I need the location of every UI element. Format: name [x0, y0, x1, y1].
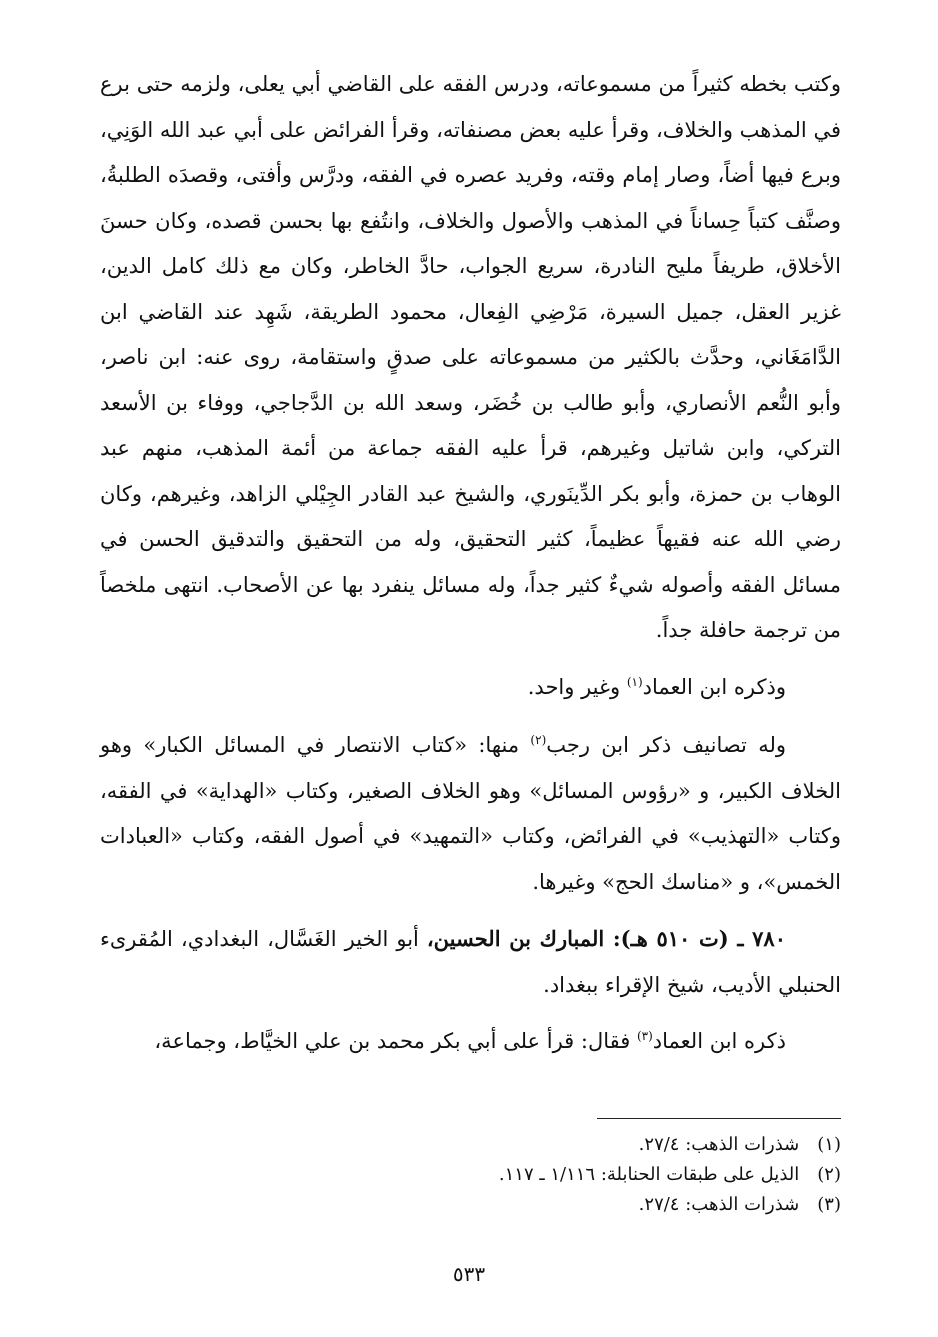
- paragraph-text: منها: «كتاب الانتصار في المسائل الكبار» وهو الخلاف الكبير، و «رؤوس المسائل» وهو الخلاف الصغير، وكتاب «الهداية» في الفقه، وكتاب «التهذيب» في الفرائض، وكتاب «التمهيد» في أصول الفقه، وكتاب «العبادات الخمس»، و «مناسك الحج» وغيرها.: [100, 733, 841, 894]
- footnote-2: [100, 1160, 841, 1190]
- paragraph-text: ذكره ابن العماد: [652, 1029, 786, 1053]
- main-text: [100, 62, 841, 1065]
- paragraph-text: أبو الخير الغَسَّال، البغدادي، المُقرىء الحنبلي الأديب، شيخ الإقراء ببغداد.: [100, 927, 841, 997]
- paragraph-text: وغير واحد.: [527, 674, 627, 699]
- footnote-number: (٢): [817, 1164, 841, 1185]
- entry-780-source-paragraph: [100, 1019, 841, 1065]
- footnote-3: [100, 1190, 841, 1220]
- footnote-divider: [597, 1118, 841, 1119]
- footnote-text: الذيل على طبقات الحنابلة: ١/١١٦ ـ ١١٧.: [498, 1164, 800, 1185]
- entry-heading: ٧٨٠ ـ (ت ٥١٠ هـ): المبارك بن الحسين،: [426, 926, 786, 951]
- footnotes: [100, 1130, 841, 1220]
- paragraph-text: وله تصانيف ذكر ابن رجب: [546, 733, 787, 757]
- works-paragraph: [100, 723, 841, 905]
- page-number: ٥٣٣: [452, 1262, 486, 1286]
- footnote-number: (٣): [817, 1194, 841, 1215]
- paragraph-text: وذكره ابن العماد: [642, 674, 786, 699]
- footnote-ref-3: (٣): [636, 1029, 653, 1043]
- biography-paragraph: وكتب بخطه كثيراً من مسموعاته، ودرس الفقه على القاضي أبي يعلى، ولزمه حتى برع في المذهب والخلاف، وقرأ عليه بعض مصنفاته، وقرأ الفرائض على أبي عبد الله الوَنِي، وبرع فيها أضاً، وصار إمام وقته، وفريد عصره في الفقه، ودرَّس وأفتى، وقصدَه الطلبةُ، وصنَّف كتباً حِساناً في المذهب والأصول والخلاف، وانتُفع بها بحسن قصده، وكان حسنَ الأخلاق، طريفاً مليح النادرة، سريع الجواب، حادَّ الخاطر، وكان مع ذلك كامل الدين، غزير العقل، جميل السيرة، مَرْضِي الفِعال، محمود الطريقة، شَهِد عند القاضي ابن الدَّامَغَاني، وحدَّث بالكثير من مسموعاته على صدقٍ واستقامة، روى عنه: ابن ناصر، وأبو النُّعم الأنصاري، وأبو طالب بن خُضَر، وسعد الله بن الدَّجاجي، ووفاء بن الأسعد التركي، وابن شاتيل وغيرهم، قرأ عليه الفقه جماعة من أئمة المذهب، منهم عبد الوهاب بن حمزة، وأبو بكر الدِّينَوري، والشيخ عبد القادر الجِيْلي الزاهد، وغيرهم، وكان رضي الله عنه فقيهاً عظيماً، كثير التحقيق، وله من التحقيق والتدقيق الحسن في مسائل الفقه وأصوله شيءٌ كثير جداً، وله مسائل ينفرد بها عن الأصحاب. انتهى ملخصاً من ترجمة حافلة جداً.: [100, 72, 841, 642]
- footnote-text: شذرات الذهب: ٢٧/٤.: [638, 1134, 800, 1155]
- entry-780-paragraph: [100, 916, 841, 1008]
- footnote-ref-1: (١): [626, 674, 643, 689]
- footnote-1: [100, 1130, 841, 1160]
- footnote-ref-2: (٢): [530, 733, 547, 747]
- footnote-number: (١): [817, 1134, 841, 1155]
- paragraph-text: فقال: قرأ على أبي بكر محمد بن علي الخيَّاط، وجماعة،: [154, 1029, 637, 1053]
- footnote-text: شذرات الذهب: ٢٧/٤.: [638, 1194, 800, 1215]
- ibn-al-imad-paragraph: [100, 665, 841, 711]
